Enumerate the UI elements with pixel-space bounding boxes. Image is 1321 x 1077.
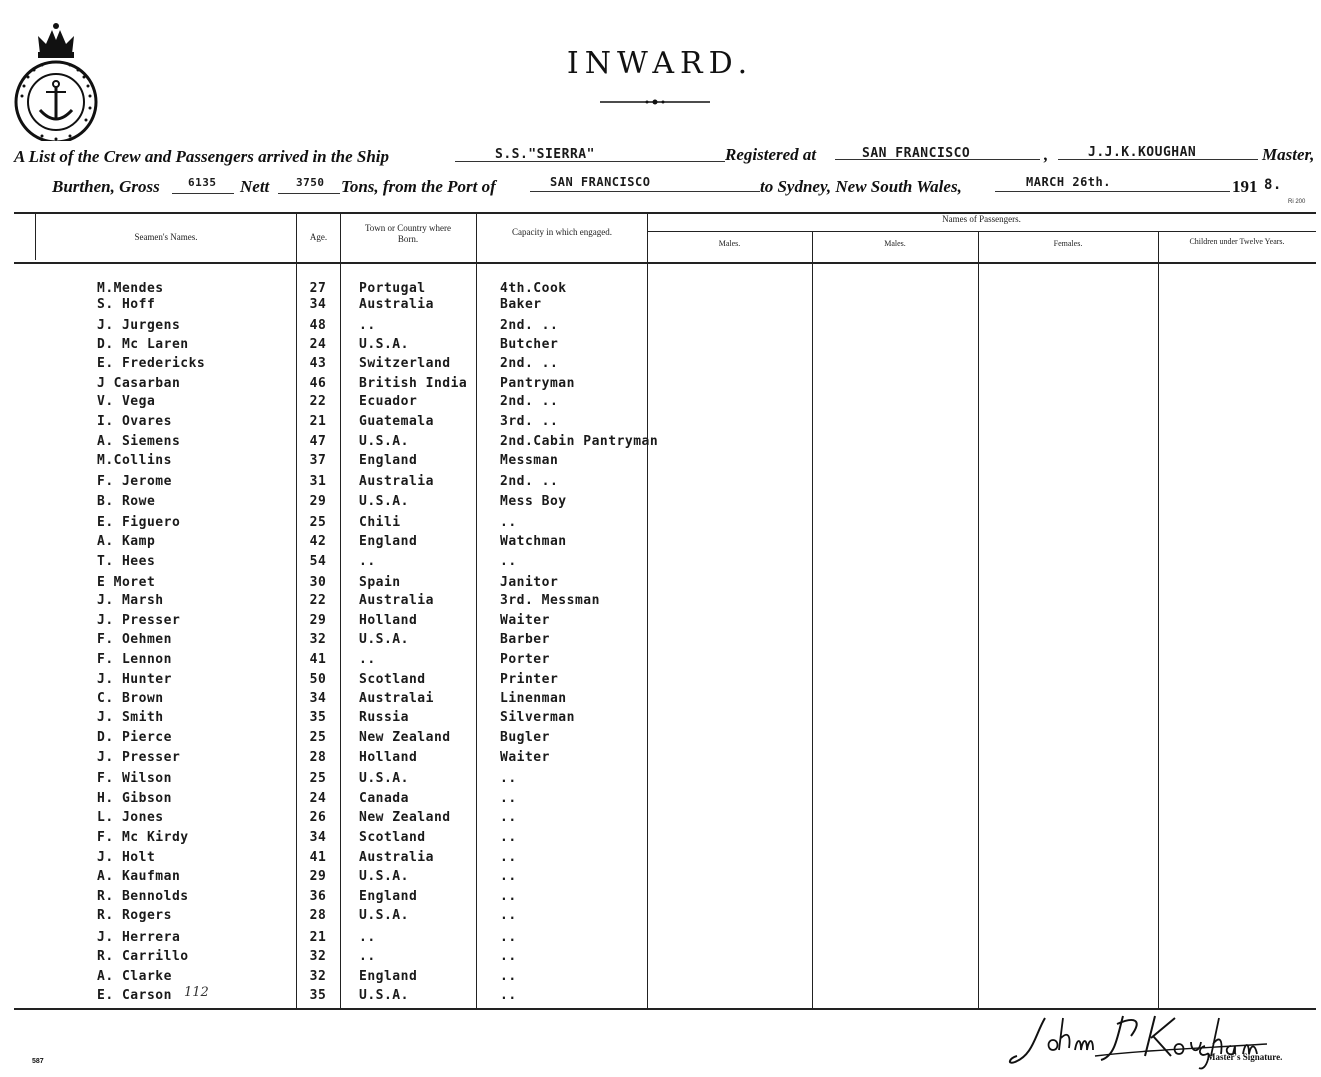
age-cell: 22 [309,394,327,409]
age-cell: 46 [309,376,327,391]
age-cell: 42 [309,534,327,549]
seaman-name-cell: J. Jurgens [97,318,181,333]
age-cell: 29 [309,613,327,628]
capacity-cell: Porter [500,652,550,667]
seaman-name-cell: J. Smith [97,710,164,725]
birthplace-cell: New Zealand [359,810,451,825]
table-row [0,534,1321,552]
birthplace-cell: Australia [359,593,434,608]
form-number-right: Ri 200 [1288,199,1306,205]
table-row [0,414,1321,432]
header-passengers: Names of Passengers. [942,214,1021,224]
header-children: Children under Twelve Years. [1189,237,1285,246]
destination-label: to Sydney, New South Wales, [760,177,962,196]
age-cell: 24 [309,337,327,352]
birthplace-cell: Guatemala [359,414,434,429]
capacity-cell: 3rd. Messman [500,593,600,608]
age-cell: 34 [309,297,327,312]
burthen-label: Burthen, Gross [52,177,160,196]
capacity-cell: .. [500,850,517,865]
birthplace-cell: Australia [359,297,434,312]
crew-list-heading: A List of the Crew and Passengers arrived in the Ship [14,147,389,166]
form-number-left: 587 [32,1058,44,1065]
age-cell: 29 [309,494,327,509]
table-row [0,394,1321,412]
age-cell: 30 [309,575,327,590]
seaman-name-cell: F. Jerome [97,474,172,489]
age-cell: 25 [309,771,327,786]
capacity-cell: .. [500,949,517,964]
table-row [0,672,1321,690]
seaman-name-cell: C. Brown [97,691,164,706]
seaman-name-cell: J. Presser [97,750,181,765]
age-cell: 35 [309,710,327,725]
capacity-cell: Watchman [500,534,567,549]
margin-note: 112 [184,985,209,1000]
seaman-name-cell: A. Kamp [97,534,156,549]
tons-from-port-label: Tons, from the Port of [341,177,496,196]
signature-label: Master's Signature. [1207,1052,1283,1062]
seaman-name-cell: J. Holt [97,850,156,865]
from-port: SAN FRANCISCO [550,175,651,189]
table-row [0,494,1321,512]
birthplace-cell: Scotland [359,830,426,845]
capacity-cell: .. [500,889,517,904]
birthplace-cell: U.S.A. [359,988,409,1003]
seaman-name-cell: V. Vega [97,394,156,409]
seaman-name-cell: R. Carrillo [97,949,189,964]
age-cell: 32 [309,969,327,984]
seaman-name-cell: F. Oehmen [97,632,172,647]
capacity-cell: .. [500,869,517,884]
age-cell: 32 [309,949,327,964]
capacity-cell: 2nd. .. [500,394,559,409]
age-cell: 28 [309,750,327,765]
capacity-cell: Butcher [500,337,559,352]
table-row [0,613,1321,631]
age-cell: 27 [309,281,327,296]
birthplace-cell: U.S.A. [359,869,409,884]
age-cell: 21 [309,930,327,945]
birthplace-cell: U.S.A. [359,632,409,647]
birthplace-cell: .. [359,554,376,569]
table-row [0,908,1321,926]
capacity-cell: .. [500,830,517,845]
birthplace-cell: New Zealand [359,730,451,745]
age-cell: 32 [309,632,327,647]
table-row [0,632,1321,650]
capacity-cell: .. [500,988,517,1003]
capacity-cell: Barber [500,632,550,647]
age-cell: 21 [309,414,327,429]
birthplace-cell: Australai [359,691,434,706]
age-cell: 26 [309,810,327,825]
birthplace-cell: Chili [359,515,401,530]
capacity-cell: Mess Boy [500,494,567,509]
seaman-name-cell: E. Fredericks [97,356,206,371]
gross-tons: 6135 [188,176,217,189]
seaman-name-cell: R. Bennolds [97,889,189,904]
age-cell: 31 [309,474,327,489]
capacity-cell: .. [500,908,517,923]
age-cell: 35 [309,988,327,1003]
birthplace-cell: U.S.A. [359,771,409,786]
capacity-cell: Messman [500,453,559,468]
birthplace-cell: .. [359,949,376,964]
seaman-name-cell: A. Siemens [97,434,181,449]
age-cell: 25 [309,515,327,530]
table-row [0,730,1321,748]
table-row [0,850,1321,868]
seaman-name-cell: I. Ovares [97,414,172,429]
table-row [0,750,1321,768]
capacity-cell: Silverman [500,710,575,725]
nett-tons: 3750 [296,176,325,189]
birthplace-cell: Australia [359,474,434,489]
age-cell: 37 [309,453,327,468]
seaman-name-cell: R. Rogers [97,908,172,923]
capacity-cell: 4th.Cook [500,281,567,296]
master-name: J.J.K.KOUGHAN [1088,145,1197,160]
capacity-cell: Baker [500,297,542,312]
age-cell: 25 [309,730,327,745]
crown-seal-logo [12,16,100,141]
seaman-name-cell: L. Jones [97,810,164,825]
seaman-name-cell: T. Hees [97,554,156,569]
birthplace-cell: Scotland [359,672,426,687]
capacity-cell: 2nd. .. [500,318,559,333]
seaman-name-cell: J. Herrera [97,930,181,945]
birthplace-cell: England [359,534,418,549]
table-row [0,434,1321,452]
seaman-name-cell: E. Figuero [97,515,181,530]
capacity-cell: Waiter [500,613,550,628]
comma-separator: , [1044,145,1049,164]
age-cell: 54 [309,554,327,569]
seaman-name-cell: D. Pierce [97,730,172,745]
table-row [0,889,1321,907]
capacity-cell: .. [500,791,517,806]
age-cell: 28 [309,908,327,923]
table-row [0,810,1321,828]
seaman-name-cell: E Moret [97,575,156,590]
capacity-cell: .. [500,930,517,945]
birthplace-cell: Holland [359,613,418,628]
seaman-name-cell: J. Marsh [97,593,164,608]
seaman-name-cell: A. Kaufman [97,869,181,884]
capacity-cell: Linenman [500,691,567,706]
capacity-cell: Pantryman [500,376,575,391]
seaman-name-cell: S. Hoff [97,297,156,312]
capacity-cell: Printer [500,672,559,687]
birthplace-cell: Russia [359,710,409,725]
table-row [0,869,1321,887]
table-row [0,771,1321,789]
table-row [0,930,1321,948]
seaman-name-cell: M.Collins [97,453,172,468]
table-row [0,691,1321,709]
seaman-name-cell: D. Mc Laren [97,337,189,352]
capacity-cell: .. [500,810,517,825]
birthplace-cell: Holland [359,750,418,765]
master-label: Master, [1262,145,1315,164]
seaman-name-cell: J Casarban [97,376,181,391]
capacity-cell: Bugler [500,730,550,745]
seaman-name-cell: B. Rowe [97,494,156,509]
age-cell: 43 [309,356,327,371]
header-age: Age. [309,232,328,242]
registered-label: Registered at [725,145,817,164]
table-row [0,356,1321,374]
birthplace-cell: England [359,453,418,468]
age-cell: 34 [309,830,327,845]
birthplace-cell: Australia [359,850,434,865]
table-row [0,830,1321,848]
seaman-name-cell: A. Clarke [97,969,172,984]
birthplace-cell: .. [359,318,376,333]
age-cell: 48 [309,318,327,333]
capacity-cell: 2nd.Cabin Pantryman [500,434,659,449]
seaman-name-cell: J. Presser [97,613,181,628]
header-born: Town or Country where Born. [364,223,452,244]
table-row [0,453,1321,471]
table-row [0,318,1321,336]
birthplace-cell: Portugal [359,281,426,296]
header-capacity: Capacity in which engaged. [512,227,612,237]
table-row [0,710,1321,728]
table-row [0,297,1321,315]
age-cell: 34 [309,691,327,706]
table-row [0,515,1321,533]
capacity-cell: .. [500,515,517,530]
age-cell: 50 [309,672,327,687]
birthplace-cell: Ecuador [359,394,418,409]
birthplace-cell: U.S.A. [359,494,409,509]
arrival-date: MARCH 26th. [1026,175,1111,189]
table-row [0,652,1321,670]
capacity-cell: .. [500,554,517,569]
table-row [0,474,1321,492]
header-males-1: Males. [718,239,741,248]
birthplace-cell: British India [359,376,468,391]
registered-port: SAN FRANCISCO [862,146,971,161]
ship-name: S.S."SIERRA" [495,147,595,162]
birthplace-cell: U.S.A. [359,434,409,449]
seaman-name-cell: F. Mc Kirdy [97,830,189,845]
age-cell: 24 [309,791,327,806]
age-cell: 22 [309,593,327,608]
birthplace-cell: .. [359,652,376,667]
table-row [0,376,1321,394]
age-cell: 41 [309,850,327,865]
header-seamens-names: Seamen's Names. [134,232,198,242]
table-row [0,949,1321,967]
age-cell: 41 [309,652,327,667]
birthplace-cell: U.S.A. [359,337,409,352]
capacity-cell: .. [500,969,517,984]
birthplace-cell: .. [359,930,376,945]
table-row [0,554,1321,572]
table-row [0,791,1321,809]
age-cell: 29 [309,869,327,884]
birthplace-cell: Spain [359,575,401,590]
table-row [0,575,1321,593]
seaman-name-cell: M.Mendes [97,281,164,296]
capacity-cell: Waiter [500,750,550,765]
age-cell: 36 [309,889,327,904]
header-females: Females. [1053,239,1083,248]
capacity-cell: 3rd. .. [500,414,559,429]
seaman-name-cell: J. Hunter [97,672,172,687]
seaman-name-cell: H. Gibson [97,791,172,806]
birthplace-cell: England [359,969,418,984]
table-row [0,593,1321,611]
seaman-name-cell: E. Carson [97,988,172,1003]
document-title: INWARD. [566,46,754,81]
table-row [0,337,1321,355]
nett-label: Nett [240,177,270,196]
seaman-name-cell: F. Wilson [97,771,172,786]
capacity-cell: 2nd. .. [500,474,559,489]
year-prefix: 191 [1232,177,1258,196]
capacity-cell: 2nd. .. [500,356,559,371]
age-cell: 47 [309,434,327,449]
birthplace-cell: England [359,889,418,904]
birthplace-cell: Switzerland [359,356,451,371]
seaman-name-cell: F. Lennon [97,652,172,667]
capacity-cell: .. [500,771,517,786]
birthplace-cell: U.S.A. [359,908,409,923]
birthplace-cell: Canada [359,791,409,806]
title-ornament [600,90,710,96]
year-digit: 8. [1264,177,1282,193]
capacity-cell: Janitor [500,575,559,590]
header-males-2: Males. [884,239,906,248]
